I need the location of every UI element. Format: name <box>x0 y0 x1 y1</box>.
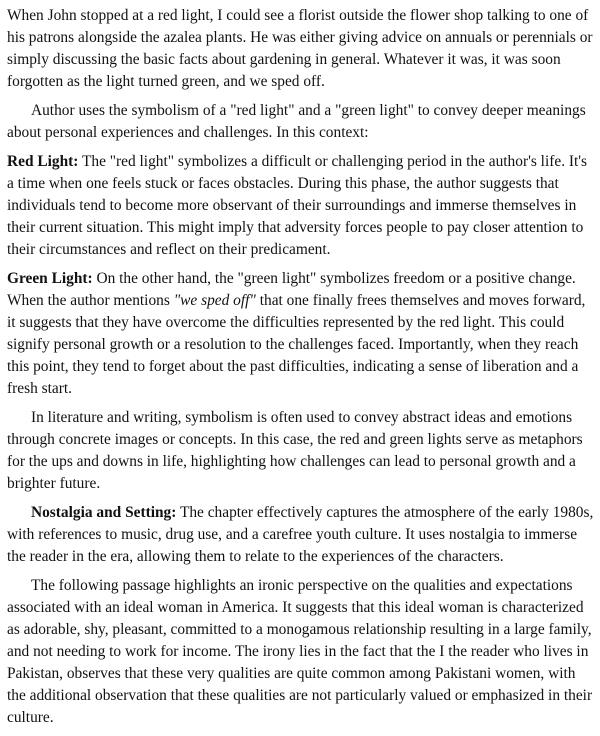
document-page <box>7 5 595 736</box>
nostalgia-text: The chapter effectively captures the atmosphere of the early 1980s, with references to music, drug use, and a carefree youth culture. It uses nostalgia to immerse the reader in the era, allowing them to relate to the experiences of the characters. <box>7 504 594 565</box>
nostalgia-term: Nostalgia and Setting: <box>31 504 177 521</box>
paragraph-green-light <box>7 268 595 400</box>
red-light-text: The "red light" symbolizes a difficult or challenging period in the author's life. It's a time when one feels stuck or faces obstacles. During this phase, the author suggests that individuals tend to become more observant of their surroundings and immerse themselves in their current situation. This might imply that adversity forces people to pay closer attention to their circumstances and reflect on their predicament. <box>7 153 588 258</box>
paragraph-florist: When John stopped at a red light, I could see a florist outside the flower shop talking to one of his patrons alongside the azalea plants. He was either giving advice on annuals or perennials or simply discussing the basic facts about gardening in general. Whatever it was, it was soon forgotten as the light turned green, and we sped off. <box>7 7 593 90</box>
paragraph-ideal-woman: The following passage highlights an ironic perspective on the qualities and expectations associated with an ideal woman in America. It suggests that this ideal woman is characterized as adorable, shy, pleasant, committed to a monogamous relationship resulting in a large family, and not needing to work for income. The irony lies in the fact that the I the reader who lives in Pakistan, observes that these very qualities are quite common among Pakistani women, with the additional observation that these qualities are not particularly valued or emphasized in their culture. <box>7 577 593 726</box>
red-light-term: Red Light: <box>7 153 79 170</box>
green-light-text-before: On the other hand, the "green light" symbolizes freedom or a positive change. When the author mentions <box>7 270 576 309</box>
paragraph-literature: In literature and writing, symbolism is often used to convey abstract ideas and emotions through concrete images or concepts. In this case, the red and green lights serve as metaphors for the ups and downs in life, highlighting how challenges can lead to personal growth and a brighter future. <box>7 409 583 492</box>
paragraph-symbolism-intro: Author uses the symbolism of a "red light" and a "green light" to convey deeper meanings about personal experiences and challenges. In this context: <box>7 102 586 141</box>
green-light-term: Green Light: <box>7 270 93 287</box>
green-light-quote: "we sped off" <box>173 292 256 309</box>
paragraph-red-light <box>7 151 595 261</box>
green-light-text-after: that one finally frees themselves and moves forward, it suggests that they have overcome the difficulties represented by the red light. This could signify personal growth or a resolution to the challenges faced. Importantly, when they reach this point, they tend to forget about the past difficulties, indicating a sense of liberation and a fresh start. <box>7 292 586 397</box>
paragraph-nostalgia <box>7 502 595 568</box>
